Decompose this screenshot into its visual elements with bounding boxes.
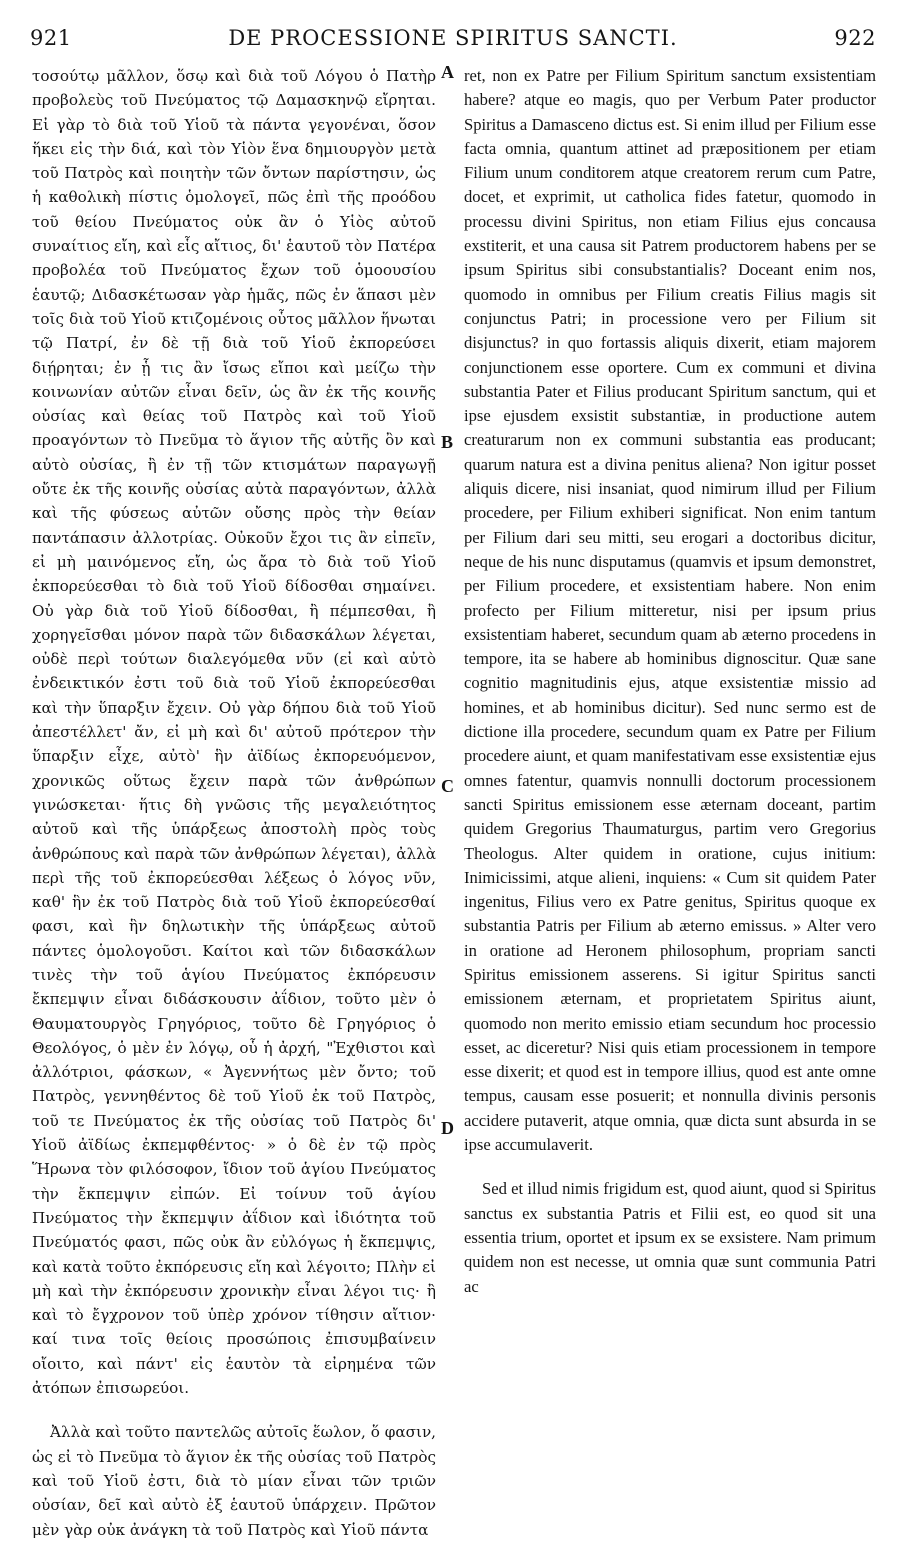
latin-column [464, 64, 876, 1299]
margin-marker-a: A [441, 62, 454, 82]
margin-marker-d: D [441, 1118, 454, 1138]
running-header [30, 26, 876, 62]
greek-paragraph-2: Ἀλλὰ καὶ τοῦτο παντελῶς αὐτοῖς ἕωλον, ὅ φασιν, ὡς εἰ τὸ Πνεῦμα τὸ ἅγιον ἐκ τῆς οὐσίας τοῦ Πατρὸς καὶ τοῦ Υἱοῦ ἐστι, διὰ τὸ μίαν εἶναι τῶν τριῶν οὐσίαν, δεῖ καὶ αὐτὸ ἐξ ἑαυτοῦ ὑπάρχειν. Πρῶτον μὲν γὰρ οὐκ ἀνάγκη τὰ τοῦ Πατρὸς καὶ Υἱοῦ πάντα [32, 1423, 436, 1539]
greek-paragraph-1: τοσούτῳ μᾶλλον, ὅσῳ καὶ διὰ τοῦ Λόγου ὁ Πατὴρ προβολεὺς τοῦ Πνεύματος τῷ Δαμασκηνῷ εἴρηται. Εἰ γὰρ τὸ διὰ τοῦ Υἱοῦ τὰ πάντα γεγονέναι, ὅσον ἥκει εἰς τὴν διά, καὶ τὸν Υἱὸν ἕνα δημιουργὸν μετὰ τοῦ Πατρὸς καὶ ποιητὴν τῶν ὄντων παρίστησιν, ὡς ἡ καθολικὴ πίστις ὁμολογεῖ, πῶς ἐπὶ τῆς προόδου τοῦ θείου Πνεύματος οὐκ ἂν ὁ Υἱὸς αὐτοῦ συναίτιος εἴη, καὶ εἷς αἴτιος, δι' ἑαυτοῦ τὸν Πατέρα προβολέα τοῦ Πνεύματος ἔχων τοῦ ὁμοουσίου ἑαυτῷ; Διδασκέτωσαν γὰρ ἡμᾶς, πῶς ἐν ἅπασι μὲν τοῖς διὰ τοῦ Υἱοῦ κτιζομένοις οὗτος μᾶλλον ἥνωται τῷ Πατρί, ἐν δὲ τῇ διὰ τοῦ Υἱοῦ ἐκπορεύσει διῄρηται; ἐν ᾗ τις ἂν ἴσως εἴποι καὶ μείζω τὴν κοινωνίαν αὐτῶν εἶναι δεῖν, ὡς ἂν ἐκ τῆς κοινῆς οὐσίας καὶ θείας τοῦ Πατρὸς καὶ τοῦ Υἱοῦ προαγόντων τὸ Πνεῦμα τὸ ἅγιον τῆς αὐτῆς ὂν καὶ αὐτὸ οὐσίας, ἢ ἐν τῇ τῶν κτισμάτων παραγωγῇ οὔτε ἐκ τῆς κοινῆς οὐσίας αὐτὰ παραγόντων, ἀλλὰ καὶ τῆς φύσεως αὐτῶν οὔσης πρὸς τὴν θείαν παντάπασιν ἀλλοτρίας. Οὐκοῦν ἔχοι τις ἂν εἰπεῖν, εἰ μὴ μαινόμενος εἴη, ὡς ἄρα τὸ διὰ τοῦ Υἱοῦ ἐκπορεύεσθαι τὸ διὰ τοῦ Υἱοῦ δίδοσθαι σημαίνει. Οὐ γὰρ διὰ τοῦ Υἱοῦ δίδοσθαι, ἢ πέμπεσθαι, ἢ χορηγεῖσθαι μόνον παρὰ τῶν διδασκάλων λέγεται, οὐδὲ περὶ τούτων διαλεγόμεθα νῦν (εἰ καὶ αὐτὸ ἐνδεικτικόν ἐστι τοῦ διὰ τοῦ Υἱοῦ ἐκπορεύεσθαι καὶ τὴν ὕπαρξιν ἔχειν. Οὐ γὰρ δήπου διὰ τοῦ Υἱοῦ ἀπεστέλλετ' ἄν, εἰ μὴ καὶ δι' αὐτοῦ πρότερον τὴν ὕπαρξιν εἶχε, αὐτὸ' ἣν ἀϊδίως ἐκπορευόμενον, χρονικῶς οὕτως ἔχειν παρὰ τῶν ἀνθρώπων γινώσκεται· ἥτις δὴ γνῶσις τῆς μεγαλειότητος αὐτοῦ καὶ τῆς ὑπάρξεως ἀποστολὴ πρὸς τοὺς ἀνθρώπους καὶ παρὰ τῶν ἀνθρώπων λέγεται), ἀλλὰ περὶ τῆς τοῦ ἐκπορεύεσθαι λέξεως ὁ λόγος νῦν, καθ' ἣν ἐκ τοῦ Πατρὸς διὰ τοῦ Υἱοῦ ἐκπορεύεσθαί φασι, καὶ ἣν δηλωτικὴν τῆς ὑπάρξεως αὐτοῦ πάντες ὁμολογοῦσι. Καίτοι καὶ τῶν διδασκάλων τινὲς τὴν τοῦ ἁγίου Πνεύματος ἐκπόρευσιν ἔκπεμψιν εἶναι διδάσκουσιν ἀΐδιον, τοῦτο μὲν ὁ Θαυματουργὸς Γρηγόριος, τοῦτο δὲ Γρηγόριος ὁ Θεολόγος, ὁ μὲν ἐν λόγῳ, οὗ ἡ ἀρχή, "Ἐχθιστοι καὶ ἀλλότριοι, φάσκων, « Ἀγεννήτως μὲν ὄντο; τοῦ Πατρὸς, γεννηθέντος δὲ τοῦ Υἱοῦ ἐκ τοῦ Πατρὸς, τοῦ τε Πνεύματος ἐκ τῆς οὐσίας τοῦ Πατρὸς δι' Υἱοῦ ἀϊδίως ἐκπεμφθέντος· » ὁ δὲ ἐν τῷ πρὸς Ἥρωνα τὸν φιλόσοφον, ἴδιον τοῦ ἁγίου Πνεύματος τὴν ἔκπεμψιν εἰπών. Εἰ τοίνυν τοῦ ἁγίου Πνεύματος τὴν ἔκπεμψιν ἀΐδιον καὶ ἰδιότητα τοῦ Πνεύματός φασι, πῶς οὐκ ἂν εὐλόγως ἡ ἔκπεμψις, καὶ κατὰ τοῦτο ἐκπόρευσις εἴη καὶ λέγοιτο; Πλὴν εἰ μὴ καὶ τὴν ἐκπόρευσιν χρονικὴν εἶναι λέγοι τις· ἢ καὶ τὸ ἔγχρονον τοῦ ὑπὲρ χρόνον τίθησιν αἴτιον· καί τινα τοῖς θείοις προσώποις ἐπισυμβαίνειν οἴοιτο, καὶ πάντ' εἰς ἑαυτὸν τὰ εἰρημένα τῶν ἀτόπων ἐπισωρεύοι. [32, 67, 436, 1398]
page-number-right: 922 [834, 26, 876, 50]
greek-column [32, 64, 436, 1542]
page-number-left: 921 [30, 26, 72, 50]
margin-marker-c: C [441, 776, 454, 796]
margin-marker-b: B [441, 432, 454, 452]
latin-paragraph-2: Sed et illud nimis frigidum est, quod aiunt, quod si Spiritus sanctus ex substantia Patris et Filii est, eo quod sit una essentia trium, oportet et ipsum ex se exsistere. Nam primum quidem non est necesse, ut omnia quæ sunt communia Patri ac [464, 1179, 876, 1296]
running-title: DE PROCESSIONE SPIRITUS SANCTI. [228, 26, 678, 50]
latin-paragraph-1: ret, non ex Patre per Filium Spiritum sanctum exsistentiam habere? atque eo magis, quo per Verbum Pater productor Spiritus a Damasceno dictus est. Si enim illud per Filium esse facta omnia, quantum attinet ad præpositionem per etiam Filium unum conditorem atque creatorem rerum cum Patre, docet, et exprimit, ut catholica fides fatetur, quomodo in processu divini Spiritus, non etiam Filius ejus concausa exstiterit, et una causa sit Patrem productorem habens per se ipsum Spiritus sibi consubstantialis? Doceant enim nos, quomodo in omnibus per Filium creatis Filius magis sit conjunctus Patri; in processione vero per Filium sit disjunctus? in quo fortassis aliquis dixerit, etiam majorem conjunctionem esse oportere. Cum ex communi et divina substantia Pater et Filius producant Spiritum sanctum, qui et ipse ejusdem exsistit substantiæ, in productione autem creaturarum non ex communi substantia eas producant; quarum natura est a divina penitus aliena? Non igitur posset aliquis dicere, nisi insaniat, quod nimirum illud per Filium procedere, per Filium exhiberi significat. Non enim tantum per Filium dari seu mitti, seu erogari a doctoribus dicitur, neque de his nunc disputamus (quamvis et ipsum demonstret, per Filium procedere, et exsistentiam habere. Non enim profecto per Filium mitteretur, nisi per ipsum prius exsistentiam haberet, secundum quam ab æterno procedens in tempore, ita se habere ab hominibus dignoscitur. Quæ sane cognitio magnitudinis ejus, atque exsistentiæ missio ad homines, et ab hominibus dicitur). Sed nunc sermo est de dictione illa procedere, secundum quam ex Patre per Filium procedere aiunt, et quam manifestativam esse exsistentiæ ejus omnes fatentur, quamvis nonnulli doctorum processionem sancti Spiritus emissionem esse æternam doceant, partim quidem Gregorius Thaumaturgus, partim vero Gregorius Theologus. Alter quidem in oratione, cujus initium: Inimicissimi, atque alieni, inquiens: « Cum sit quidem Pater ingenitus, Filius vero ex Patre genitus, Spiritus quoque ex substantia Patris per Filium ab æterno emissus. » Alter vero in oratione ad Heronem philosophum, propriam sancti Spiritus emissionem asserens. Si igitur Spiritus sancti emissionem æternam, et proprietatem Spiritus aiunt, quomodo non merito emissio etiam secundum hoc processio esset, ac diceretur? Nisi quis etiam processionem in tempore esse dixerit; et quod est in tempore illius, quod est ante omne tempus, causam esse posuerit; et nonnulla divinis personis accidere putaverit, atque omnia, quæ dicta sunt absurda in se ipse accumulaverit. [464, 66, 876, 1155]
